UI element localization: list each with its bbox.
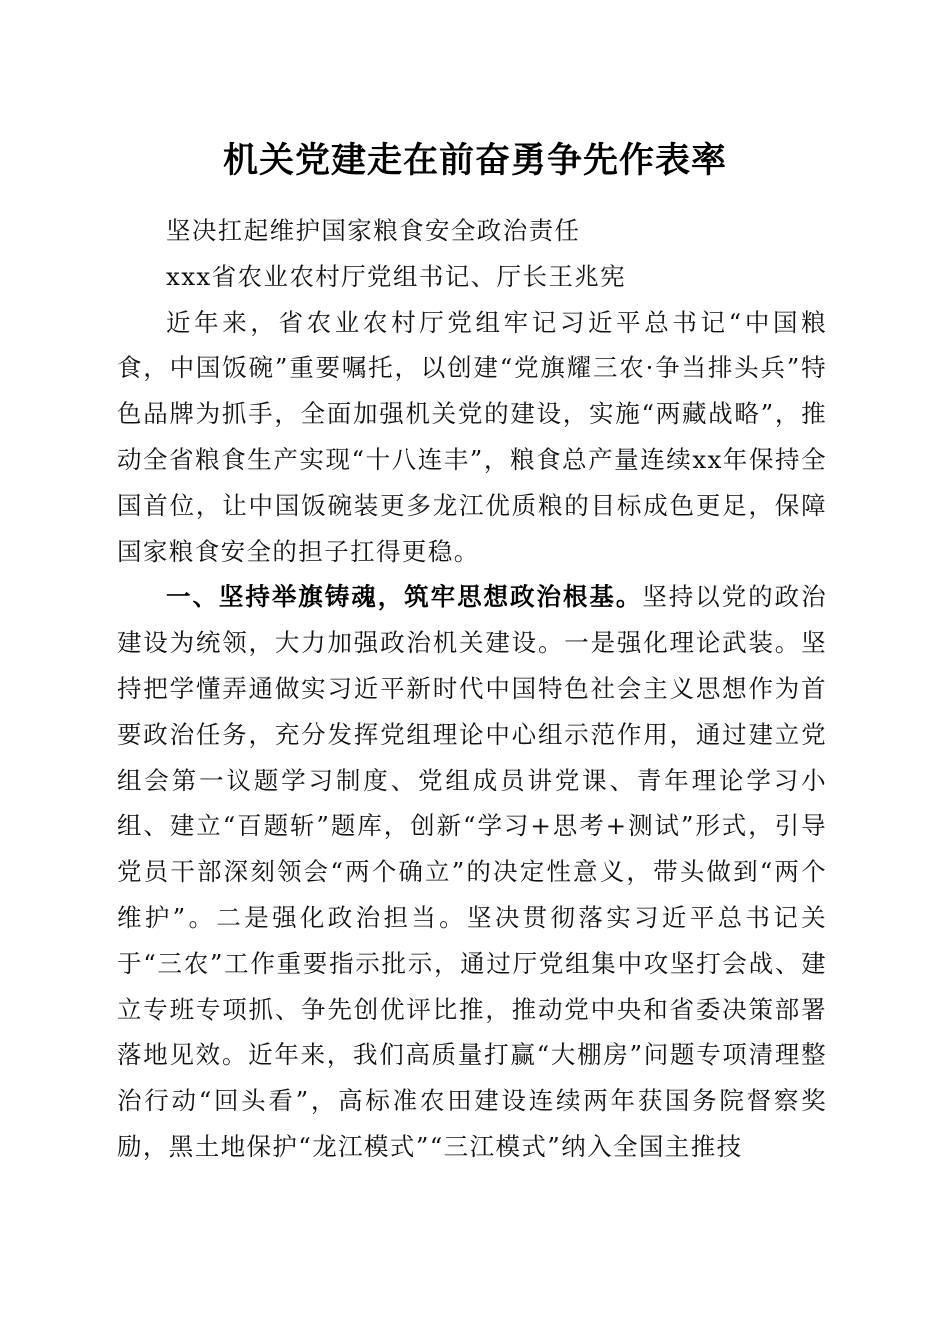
subtitle-line: 坚决扛起维护国家粮食安全政治责任 [166,216,581,245]
section-1-text: 坚持以党的政治建设为统领，大力加强政治机关建设。一是强化理论武装。坚持把学懂弄通做实习近平新时代中国特色社会主义思想作为首要政治任务，充分发挥党组理论中心组示范作用，通过建立党组会第一议题学习制度、党组成员讲党课、青年理论学习小组、建立“百题斩”题库，创新“学习+思考+测试”形式，引导党员干部深刻领会“两个确立”的决定性意义，带头做到“两个维护”。二是强化政治担当。坚决贯彻落实习近平总书记关于“三农”工作重要指示批示，通过厅党组集中攻坚打会战、建立专班专项抓、争先创优评比推，推动党中央和省委决策部署落地见效。近年来，我们高质量打赢“大棚房”问题专项清理整治行动“回头看”，高标准农田建设连续两年获国务院督察奖励，黑土地保护“龙江模式”“三江模式”纳入全国主推技 [117,582,827,1161]
author-line: xxx省农业农村厅党组书记、厅长王兆宪 [166,261,627,291]
section-1-paragraph [117,574,827,1169]
intro-paragraph: 近年来，省农业农村厅党组牢记习近平总书记“中国粮食，中国饭碗”重要嘱托，以创建“党旗耀三农·争当排头兵”特色品牌为抓手，全面加强机关党的建设，实施“两藏战略”，推动全省粮食生产实现“十八连丰”，粮食总产量连续xx年保持全国首位，让中国饭碗装更多龙江优质粮的目标成色更足，保障国家粮食安全的担子扛得更稳。 [117,307,827,566]
section-1-heading: 一、坚持举旗铸魂，筑牢思想政治根基。 [166,582,643,612]
document-body [117,208,827,1170]
document-title: 机关党建走在前奋勇争先作表率 [222,141,727,181]
